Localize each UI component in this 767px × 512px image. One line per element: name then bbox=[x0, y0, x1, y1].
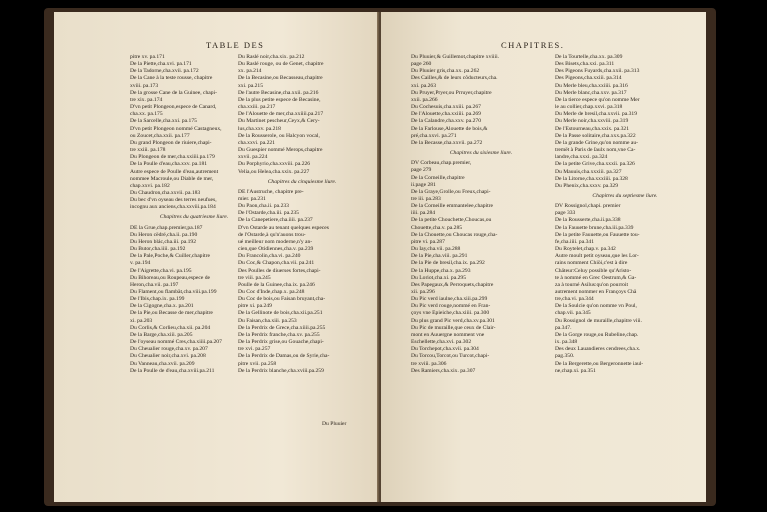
index-entry: tre iii. pa.283 bbox=[411, 195, 441, 202]
index-entry: Du Mauuis,cha.xxxiii. pa.327 bbox=[555, 168, 622, 175]
index-entry: De l'Alouette de mer,cha.xxiiii.pa.217 bbox=[238, 111, 324, 118]
section-heading: Chapitres du septiesme liure. bbox=[592, 192, 658, 199]
index-entry: Autre espece de Poulle d'eau,autrement bbox=[130, 168, 219, 175]
index-entry: ué meilleur nom moderne,n'y an- bbox=[238, 238, 313, 245]
index-entry: De la Rousserole, ou Halcyon vocal, bbox=[238, 132, 320, 139]
index-entry: Du Roytelet,chap.v. pa.342 bbox=[555, 246, 616, 253]
index-entry: Des Ramiers,cha.xix. pa.307 bbox=[411, 367, 476, 374]
index-entry: Du Pluuier gris,cha.xx. pa.262 bbox=[411, 68, 480, 75]
index-entry: Du Merle blanc,cha.xxv. pa.317 bbox=[555, 89, 627, 96]
index-entry: page 279 bbox=[411, 167, 432, 174]
index-entry: De la Passe solitaire,cha.xxx.pa.322 bbox=[555, 132, 636, 139]
index-entry: Du Heron blác,cha.iii. pa.192 bbox=[130, 238, 197, 245]
index-entry: De la Tadorne,cha.xvii. pa.172 bbox=[130, 68, 199, 75]
index-column bbox=[411, 54, 551, 375]
index-entry: Du Phenix,cha.xxxv. pa.329 bbox=[555, 182, 619, 189]
index-entry: De la Pie,cha.viii. pa.291 bbox=[411, 253, 468, 260]
index-entry: Du Martinet pescheur,Ceyx,& Cery- bbox=[238, 118, 320, 125]
index-entry: Des Pigeons,cha.xxiii. pa.314 bbox=[555, 75, 622, 82]
index-entry: iiii. pa.284 bbox=[411, 210, 436, 217]
index-entry: pitre xv. pa.171 bbox=[130, 54, 165, 60]
index-entry: De la Calandre,cha.xxv. pa.270 bbox=[411, 118, 481, 125]
index-entry: autrement nommer en Françoys Chä bbox=[555, 289, 637, 295]
index-entry: Des Bisets,cha.xxi. pa.311 bbox=[555, 61, 615, 68]
catchword: Du Pluuier bbox=[322, 421, 347, 427]
index-entry: De la Perdrix blanche,cha.xviii.pa.259 bbox=[238, 367, 324, 374]
index-entry: De la Chouette,ou Choucas rouge,cha- bbox=[411, 231, 498, 238]
index-entry: Du Paon,cha.ii. pa.233 bbox=[238, 203, 289, 210]
index-entry: v. pa.194 bbox=[130, 260, 151, 267]
index-entry: De la Poulle de d'eau,cha.xviii.pa.211 bbox=[130, 367, 215, 374]
index-entry: pag.350. bbox=[555, 353, 575, 360]
index-entry: cha.xxiii. pa.217 bbox=[238, 104, 276, 111]
index-entry: Du Guespier nommé Merops,chapitre bbox=[238, 147, 323, 154]
index-entry: page 333 bbox=[555, 210, 576, 217]
index-entry: Autre moult petit oyseau,que les Lor- bbox=[555, 253, 639, 260]
index-entry: tre xix. pa.174 bbox=[130, 96, 163, 103]
index-entry: Du grand Plongeon de riuiere,chapi- bbox=[130, 139, 212, 146]
index-entry: rains nomment Chiöi,c'est à dire bbox=[555, 260, 628, 267]
index-entry: De la Piette,cha.xvi. pa.171 bbox=[130, 61, 192, 68]
index-entry: mier. pa.231 bbox=[238, 195, 266, 202]
index-entry: tre xxiii. pa.178 bbox=[130, 147, 166, 154]
index-entry: landre,cha.xxxi. pa.324 bbox=[555, 154, 608, 161]
index-entry: Du Pic verd rouge,nommé en Fran- bbox=[411, 303, 491, 310]
index-entry: tre xviii. pa.306 bbox=[411, 360, 447, 367]
index-entry: Des Pigeons Fuyards,cha.xxii. pa.313 bbox=[555, 68, 640, 75]
index-column bbox=[238, 54, 366, 375]
index-entry: De l'Estourneau,cha.xxix. pa.321 bbox=[555, 125, 630, 132]
index-entry: de l'Ostarde,à qu'n'auons trou- bbox=[238, 231, 306, 238]
index-entry: xi. pa.203 bbox=[130, 317, 153, 324]
index-entry: De la Cigogne,cha.x. pa.201 bbox=[130, 303, 194, 310]
index-entry: Du Coc d'Inde,chap.x. pa.248 bbox=[238, 289, 305, 295]
index-entry: De l'Ostarde,cha.iii. pa.235 bbox=[238, 210, 299, 217]
index-entry: Du Cheualier noir,cha.xvi. pa.208 bbox=[130, 353, 206, 360]
index-entry: De la Perdrix franche,cha.xv. pa.255 bbox=[238, 331, 320, 338]
index-entry: Du Corlis,& Corlieu,cha.xii. pa.204 bbox=[130, 324, 211, 331]
index-entry: Du Chaudron,cha.xxvii. pa.183 bbox=[130, 189, 201, 196]
index-entry: tremët à Paris de ſaulx nom,vne Ca- bbox=[555, 147, 636, 154]
index-entry: Du Pluuier,& Guillemot,chapitre xviiii. bbox=[411, 54, 500, 60]
index-entry: Du Cochesuis,cha.xxiii. pa.267 bbox=[411, 104, 481, 111]
index-entry: De la Huppe,cha.x. pa.293 bbox=[411, 267, 471, 274]
right-page bbox=[381, 12, 706, 502]
index-entry: Chäteur:Celuy possible qu'Aristo- bbox=[555, 267, 632, 274]
index-entry: De la grande Grine,qu'on nomme au- bbox=[555, 139, 639, 146]
index-entry: Du Heron cëdré,cha.ii. pa.190 bbox=[130, 231, 198, 238]
index-entry: pitre vi. pa.287 bbox=[411, 238, 445, 245]
index-entry: De l'autre Becasine,cha.xxii. pa.216 bbox=[238, 89, 319, 96]
index-entry: De la Fauuette brune,cha.iii.pa.339 bbox=[555, 224, 634, 231]
index-entry: Du Raslé rouge, ou de Genet, chapitre bbox=[238, 61, 324, 68]
section-heading: Chapitres du sixiesme liure. bbox=[449, 150, 513, 157]
index-entry: D'vn petit Plongeon nommé Castagneux, bbox=[130, 125, 222, 132]
index-entry: De la Corneille,chapitre bbox=[411, 174, 465, 181]
index-entry: De la Litorne,cha.xxxiiii. pa.328 bbox=[555, 175, 628, 182]
index-entry: xxi. pa.263 bbox=[411, 82, 437, 89]
index-entry: Du Vanneau,cha.xvii. pa.209 bbox=[130, 360, 195, 367]
index-entry: D'vn Ostarde au tenant quelques especes bbox=[238, 224, 329, 231]
index-entry: De la Bergerette,ou Bergeronnette iaul- bbox=[555, 360, 644, 367]
index-entry: ii.page 281 bbox=[411, 181, 436, 188]
index-entry: tre viii. pa.245 bbox=[238, 274, 271, 281]
index-entry: ou Zoucet,cha.xxii. pa.177 bbox=[130, 132, 190, 139]
index-entry: Du Loriot,cha.xi. pa.295 bbox=[411, 274, 466, 281]
index-entry: Des Cailles,& de leurs côducteurs,cha. bbox=[411, 75, 498, 82]
index-entry: te à nommé en Grec Oestrum,& Ga- bbox=[555, 274, 637, 281]
index-entry: Du Pruyer,Pryer,ou Prruyer,chapitre bbox=[411, 89, 492, 96]
index-entry: De la Soulcie qu'on nomme vn Poul, bbox=[555, 303, 637, 310]
index-entry: cha.xx. pa.175 bbox=[130, 111, 163, 118]
index-entry: Du Merle bleu,cha.xxiiii. pa.316 bbox=[555, 82, 628, 89]
index-entry: ix. pa.348 bbox=[555, 339, 578, 346]
index-entry: De la Tourtelle,cha.xx. pa.309 bbox=[555, 54, 623, 60]
index-entry: page 260 bbox=[411, 61, 432, 68]
index-entry: fe,cha.iiii. pa.341 bbox=[555, 238, 594, 245]
index-entry: xxi. pa.215 bbox=[238, 82, 264, 89]
index-entry: Du Porphyrio,cha.xxviii. pa.226 bbox=[238, 161, 311, 168]
index-entry: Du Cheualier rouge,cha.xv. pa.207 bbox=[130, 346, 208, 353]
index-entry: De la Rousserte,cha.ii.pa.338 bbox=[555, 217, 621, 224]
index-entry: Poulle de la Guinee,cha.ix. pa.246 bbox=[238, 281, 315, 288]
index-entry: De la Perdrix grise,ou Gouache,chapi- bbox=[238, 339, 324, 346]
index-entry: DE la Grue,chap.premier,pa.187 bbox=[130, 224, 203, 231]
index-entry: DV Rossignol,chapi. premier bbox=[555, 203, 621, 210]
index-entry: Du Bihoreau,ou Roupeau,espece de bbox=[130, 274, 210, 281]
index-entry: De la plus petite espece de Becasine, bbox=[238, 96, 321, 103]
index-entry: Du Rossignol de muraille,chapitre viii. bbox=[555, 317, 642, 324]
index-entry: xx. pa.214 bbox=[238, 68, 262, 75]
index-entry: za à tourné Asilus:qu'on pourroit bbox=[555, 281, 629, 288]
index-entry: nommee Macroule,ou Diable de mer, bbox=[130, 175, 214, 182]
index-entry: incognu aux anciens,cha.xxviii.pa.184 bbox=[130, 204, 216, 211]
index-entry: Du Merle de bresil,cha.xxvii. pa.319 bbox=[555, 111, 638, 118]
index-entry: De la Pale,Poche,& Cuiller,chapitre bbox=[130, 253, 210, 260]
index-entry: lus,cha.xxv. pa.218 bbox=[238, 125, 281, 132]
index-entry: Des Poulles de diuerses fortes,chapi- bbox=[238, 267, 321, 274]
index-entry: pitre xi. pa.249 bbox=[238, 303, 272, 310]
index-entry: Des Papegaux,& Perroquets,chapitre bbox=[411, 281, 494, 288]
index-entry: De la tierce espece qu'on nomme Mer bbox=[555, 96, 640, 103]
index-entry: ne,chap.xi. pa.351 bbox=[555, 367, 596, 374]
index-entry: Du Torchepot,cha.xvii. pa.304 bbox=[411, 346, 479, 353]
index-entry: De l'Ibis,chap.ix. pa.199 bbox=[130, 296, 185, 303]
index-entry: le au collier,chap.xxvi. pa.318 bbox=[555, 104, 623, 111]
index-entry: De la Gorge rouge,ou Rubeline,chap. bbox=[555, 331, 639, 338]
section-heading: Chapitres du quatriesme liure. bbox=[159, 214, 229, 221]
running-head: CHAPITRES. bbox=[501, 40, 565, 50]
book bbox=[44, 8, 716, 506]
index-entry: Heron,cha.vii. pa.197 bbox=[130, 281, 179, 288]
index-entry: De l'Aigrette,cha.vi. pa.195 bbox=[130, 267, 192, 274]
index-entry: Du Flament,ou flambät,cha.viii.pa.199 bbox=[130, 289, 217, 295]
index-entry: De la petite Chouchette,Choucas,ou bbox=[411, 217, 492, 224]
index-entry: De la Farlouse,Alouette de bois,& bbox=[411, 125, 488, 132]
index-entry: DE l'Austruche, chapitre pre- bbox=[238, 188, 304, 195]
index-entry: Du Pic de muraille,que ceux de Clair- bbox=[411, 324, 496, 331]
index-entry: Du Merle noir,cha.xxviii. pa.319 bbox=[555, 118, 629, 125]
index-entry: De la Canepetiere,cha.iiii. pa.237 bbox=[238, 217, 313, 224]
index-entry: Du Francolin,cha.vi. pa.240 bbox=[238, 253, 301, 260]
index-entry: xxii. pa.266 bbox=[411, 96, 438, 103]
index-entry: De la Perdrix de Grece,cha.xiiii.pa.255 bbox=[238, 324, 326, 331]
index-entry: tre xvi. pa.257 bbox=[238, 346, 271, 353]
index-entry: xii. pa.296 bbox=[411, 289, 435, 295]
index-entry: De la Perdrix de Damas,ou de Syrie,cha- bbox=[238, 353, 330, 360]
index-entry: cha.xxvi. pa.221 bbox=[238, 139, 275, 146]
index-entry: Eschellette,cha.xvi. pa.302 bbox=[411, 339, 472, 346]
index-entry: De la Becasine,ou Becasseau,chapitre bbox=[238, 75, 323, 82]
index-entry: Du plus grand Pic verd,cha.xv.pa.301 bbox=[411, 317, 495, 324]
index-entry: Velia,ou Helea,cha.xxix. pa.227 bbox=[238, 168, 310, 175]
index-entry: De la Pie,ou Becasse de mer,chapitre bbox=[130, 310, 213, 317]
index-entry: Du Butor,cha.iiii. pa.192 bbox=[130, 246, 186, 253]
index-entry: Du Iay,cha.vii. pa.288 bbox=[411, 246, 461, 253]
index-entry: De la grosse Cane de la Guinee, chapi- bbox=[130, 89, 217, 96]
index-entry: DV Corbeau,chap.premier, bbox=[411, 160, 472, 167]
index-entry: chap.vii. pa.345 bbox=[555, 310, 591, 317]
index-entry: De la Poulle d'eau,cha.xxv. pa.181 bbox=[130, 161, 208, 168]
index-entry: pa.347. bbox=[555, 324, 572, 331]
index-entry: Du Faisan,cha.xiii. pa.253 bbox=[238, 317, 297, 324]
index-entry: Chouette,cha.v. pa.285 bbox=[411, 224, 463, 231]
index-entry: De la petite Fauuette,ou Fauuette tou- bbox=[555, 231, 640, 238]
index-entry: De la Barge,cha.xiii. pa.205 bbox=[130, 331, 193, 338]
index-entry: De la Sarcelle,cha.xxi. pa.175 bbox=[130, 118, 197, 125]
index-entry: De la Gellinote de bois,cha.xii.pa.251 bbox=[238, 310, 323, 317]
section-heading: Chapitres du cinquiesme liure. bbox=[267, 178, 337, 185]
index-entry: De la Graye,Grolle,ou Freux,chapi- bbox=[411, 188, 491, 195]
index-entry: De l'oyseau nommé Cres,cha.xiiii.pa.207 bbox=[130, 339, 222, 346]
index-entry: Des deux Lauandieres cendrees,cha.x. bbox=[555, 346, 641, 353]
index-entry: xviii. pa.173 bbox=[130, 82, 159, 89]
index-entry: Du Coc de bois,ou Faisan bruyant,cha- bbox=[238, 296, 326, 303]
index-entry: pré,cha.xxvi. pa.271 bbox=[411, 132, 457, 139]
index-column bbox=[555, 54, 695, 375]
index-entry: De la petite Grive,cha.xxxii. pa.326 bbox=[555, 161, 635, 168]
index-entry: De la Corneille emmantelee,chapitre bbox=[411, 203, 494, 210]
index-entry: Du Coc,& Chapon,cha.vii. pa.241 bbox=[238, 260, 315, 267]
index-entry: çoys vne Epieiche,cha.xiiii. pa.300 bbox=[411, 310, 490, 317]
index-entry: Du bec d'vn oyseau des terres neufues, bbox=[130, 197, 217, 204]
index-entry: De la Cane à la teste rousse, chapitre bbox=[130, 75, 213, 82]
index-entry: De la Pie de bresil,cha.ix. pa.292 bbox=[411, 260, 485, 267]
index-entry: Du Pic verd iaulne,cha.xiii.pa.299 bbox=[411, 296, 488, 303]
index-entry: Du Raslé noir,cha.xix. pa.212 bbox=[238, 54, 305, 60]
index-entry: tre,cha.vi. pa.344 bbox=[555, 296, 594, 303]
index-entry: pitre xvii. pa.258 bbox=[238, 360, 277, 367]
index-entry: De l'Alouette,cha.xxiiii. pa.269 bbox=[411, 111, 481, 118]
index-entry: D'vn petit Plongeon,espece de Canard, bbox=[130, 104, 217, 111]
index-entry: mont en Auuergne nomment vne bbox=[411, 331, 485, 338]
running-head: TABLE DES bbox=[206, 40, 265, 50]
index-entry: Du Torcou,Torcot,ou Turcot,chapi- bbox=[411, 353, 490, 360]
index-entry: chap.xxvi. pa.182 bbox=[130, 182, 170, 189]
index-entry: cien,que Otidiennes,cha.v. pa.239 bbox=[238, 246, 314, 253]
index-entry: Du Plongeon de mer,cha.xxiiii.pa.179 bbox=[130, 154, 215, 161]
index-entry: xxvii. pa.224 bbox=[238, 154, 268, 161]
index-entry: De la Becasse,cha.xxvii. pa.272 bbox=[411, 139, 483, 146]
left-page bbox=[54, 12, 379, 502]
